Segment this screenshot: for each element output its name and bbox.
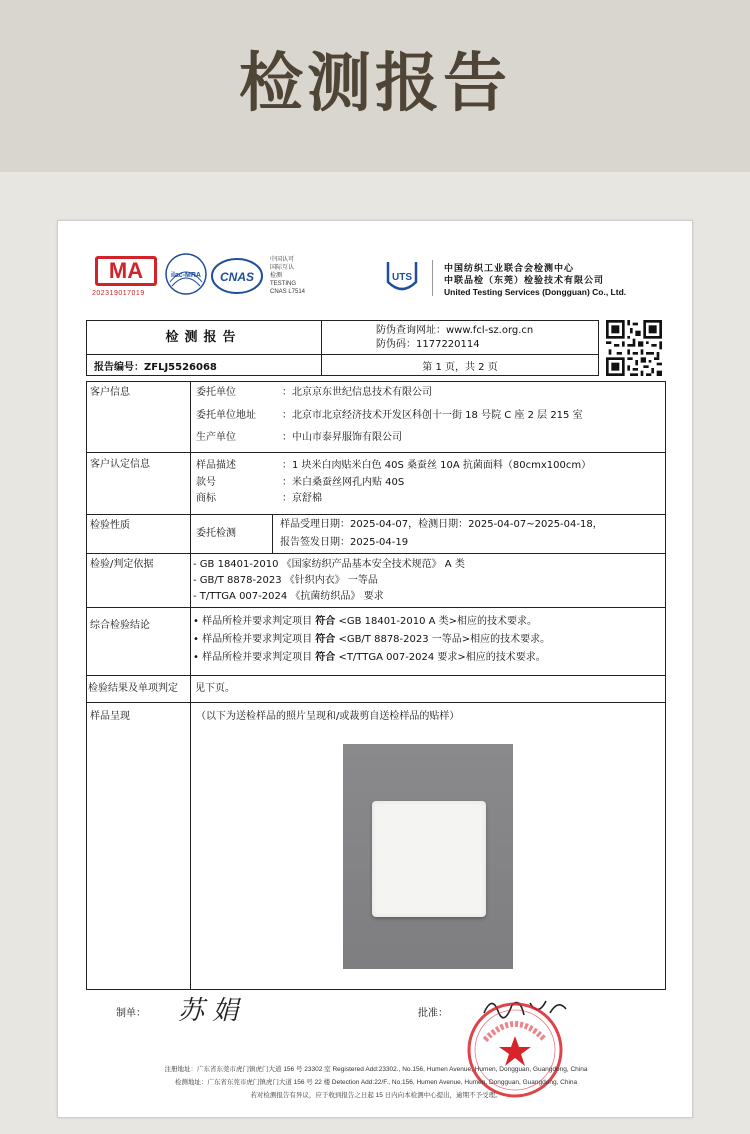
field-value: ：米白桑蚕丝网孔内贴 40S bbox=[282, 477, 405, 488]
conclusion-item-text: <T/TTGA 007-2024 要求>相应的技术要求。 bbox=[335, 652, 546, 663]
footer-registered-address: 注册地址：广东省东莞市虎门镇虎门大道 156 号 23302 室 Registered Add:23302., No.156, Humen Avenue, Humen, Dongguan, Guangdong, China bbox=[164, 1066, 588, 1073]
test-nature-type: 委托检测 bbox=[196, 528, 236, 539]
conclusion-item bbox=[193, 650, 546, 666]
conclusion-item-text: • 样品所检并要求判定项目 bbox=[193, 616, 316, 627]
footer-notice: 若对检测报告有异议，应于收到报告之日起 15 日内向本检测中心提出，逾期不予受理。 bbox=[250, 1092, 502, 1099]
cnas-logo bbox=[210, 256, 264, 296]
qr-code-icon bbox=[606, 320, 662, 376]
column-divider bbox=[190, 381, 191, 990]
conclusion-item-text: • 样品所检并要求判定项目 bbox=[193, 634, 316, 645]
conclusion-item-text: <GB/T 8878-2023 一等品>相应的技术要求。 bbox=[335, 634, 551, 645]
column-divider bbox=[272, 514, 273, 553]
footer-detection-address: 检测地址：广东省东莞市虎门镇虎门大道 156 号 22 楼 Detection Add:22/F., No.156, Humen Avenue, Humen, Dongguan, Guangdong, China bbox=[174, 1079, 578, 1086]
field-key: 委托单位 bbox=[196, 387, 236, 398]
field-key: 款号 bbox=[196, 477, 216, 488]
org-name-cn-2: 中联品检（东莞）检验技术有限公司 bbox=[444, 275, 605, 285]
results-value: 见下页。 bbox=[195, 683, 235, 694]
field-value: ：北京京东世纪信息技术有限公司 bbox=[282, 387, 432, 398]
org-name-cn-1: 中国纺织工业联合会检测中心 bbox=[444, 263, 575, 273]
conclusion-item bbox=[193, 632, 550, 648]
uts-text: UTS bbox=[392, 272, 412, 283]
org-name-block bbox=[444, 262, 626, 298]
sample-note: （以下为送检样品的照片呈现和/或裁剪自送检样品的贴样） bbox=[196, 711, 460, 722]
client-info-label: 客户信息 bbox=[90, 387, 130, 398]
results-label: 检验结果及单项判定 bbox=[88, 683, 178, 694]
field-value: ：1 块米白肉贴米白色 40S 桑蚕丝 10A 抗菌面料（80cmx100cm） bbox=[282, 460, 592, 471]
report-number-label: 报告编号： bbox=[94, 362, 144, 373]
conclusion-label: 综合检验结论 bbox=[90, 620, 150, 631]
cnas-side-text bbox=[270, 256, 305, 296]
sample-label: 样品呈现 bbox=[90, 711, 130, 722]
cnas-side-line: TESTING bbox=[270, 281, 297, 287]
divider bbox=[86, 354, 321, 355]
conclusion-verdict: 符合 bbox=[315, 652, 336, 663]
maker-signature: 苏 娟 bbox=[178, 996, 239, 1026]
ilac-text: ilac-MRA bbox=[171, 272, 201, 279]
basis-item: - GB 18401-2010 《国家纺织产品基本安全技术规范》 A 类 bbox=[193, 559, 465, 570]
field-key: 商标 bbox=[196, 493, 216, 504]
conclusion-verdict: 符合 bbox=[315, 634, 336, 645]
logo-divider bbox=[432, 260, 433, 296]
row-divider bbox=[86, 514, 666, 515]
basis-item: - GB/T 8878-2023 《针织内衣》 一等品 bbox=[193, 575, 378, 586]
row-divider bbox=[86, 452, 666, 453]
cnas-side-line: 中国认可 bbox=[270, 257, 295, 263]
anti-fake-url: 防伪查询网址：www.fcl-sz.org.cn bbox=[376, 325, 534, 336]
ilac-mra-logo bbox=[164, 252, 208, 296]
row-divider bbox=[86, 553, 666, 554]
report-title: 检测报告 bbox=[165, 330, 242, 345]
divider bbox=[321, 354, 599, 355]
field-key: 生产单位 bbox=[196, 432, 236, 443]
conclusion-item-text: • 样品所检并要求判定项目 bbox=[193, 652, 316, 663]
cnas-side-line: CNAS L7514 bbox=[270, 289, 306, 295]
conclusion-item bbox=[193, 614, 537, 630]
row-divider bbox=[86, 702, 666, 703]
cnas-side-line: 国际互认 bbox=[270, 265, 295, 271]
cnas-side-line: 检测 bbox=[270, 273, 283, 279]
field-key: 委托单位地址 bbox=[196, 410, 256, 421]
cnas-text: CNAS bbox=[219, 270, 255, 284]
test-nature-label: 检验性质 bbox=[90, 520, 130, 531]
page-indicator: 第 1 页，共 2 页 bbox=[422, 362, 498, 373]
maker-label: 制单： bbox=[116, 1008, 146, 1019]
conclusion-item-text: <GB 18401-2010 A 类>相应的技术要求。 bbox=[335, 616, 538, 627]
field-value: ：北京市北京经济技术开发区科创十一街 18 号院 C 座 2 层 215 室 bbox=[282, 410, 583, 421]
uts-logo bbox=[382, 256, 422, 298]
banner-title: 检测报告 bbox=[239, 47, 511, 121]
org-name-en: United Testing Services (Dongguan) Co., Ltd. bbox=[444, 287, 627, 297]
basis-item: - T/TTGA 007-2024 《抗菌纺织品》 要求 bbox=[193, 591, 384, 602]
field-value: ：中山市泰昇服饰有限公司 bbox=[282, 432, 402, 443]
field-key: 样品描述 bbox=[196, 460, 236, 471]
approver-label: 批准： bbox=[418, 1008, 448, 1019]
cma-number: 202319017019 bbox=[92, 290, 145, 297]
anti-fake-code: 防伪码：1177220114 bbox=[376, 339, 480, 350]
issue-date-line: 报告签发日期：2025-04-19 bbox=[280, 537, 409, 548]
fabric-sample bbox=[372, 801, 486, 917]
cma-logo: MA bbox=[95, 256, 157, 286]
test-dates-line: 样品受理日期：2025-04-07，检测日期：2025-04-07~2025-04-18， bbox=[280, 519, 603, 530]
client-confirm-label: 客户认定信息 bbox=[90, 459, 150, 470]
row-divider bbox=[86, 675, 666, 676]
row-divider bbox=[86, 607, 666, 608]
basis-label: 检验/判定依据 bbox=[90, 559, 154, 570]
report-number-value: ZFLJ5526068 bbox=[144, 362, 217, 373]
anti-fake-info bbox=[376, 324, 533, 352]
field-value: ：京舒棉 bbox=[282, 493, 322, 504]
report-number bbox=[94, 358, 217, 373]
conclusion-verdict: 符合 bbox=[315, 616, 336, 627]
